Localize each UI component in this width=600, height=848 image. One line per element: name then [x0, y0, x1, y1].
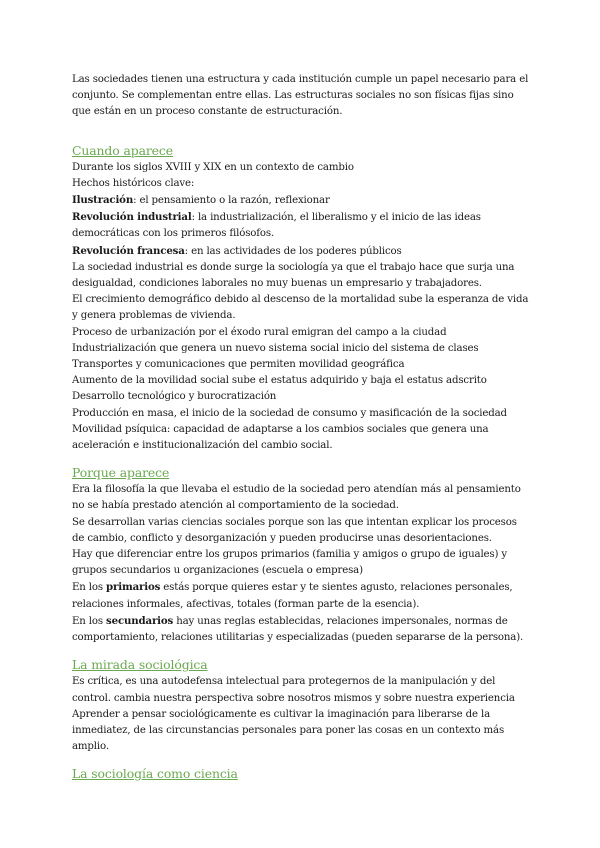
paragraph [72, 422, 532, 454]
section [72, 656, 532, 755]
section-heading: La mirada sociológica [72, 657, 208, 673]
paragraph-lead: En los [72, 615, 107, 627]
paragraph-text: : en las actividades de los poderes públicos [184, 245, 402, 257]
paragraph-text: Movilidad psíquica: capacidad de adaptarse a los cambios sociales que genera una aceleración e institucionalización del cambio social. [72, 423, 489, 452]
paragraph [72, 515, 532, 547]
paragraph [72, 482, 532, 514]
section-heading: La sociología como ciencia [72, 766, 238, 782]
paragraph-text: Durante los siglos XVIII y XIX en un contexto de cambio [72, 161, 354, 173]
paragraph [72, 192, 532, 209]
paragraph-text: La sociedad industrial es donde surge la sociología ya que el trabajo hace que surja una desigualdad, condiciones laborales no muy buenas un empresario y trabajadores. [72, 261, 515, 290]
bold-term: Ilustración [72, 194, 134, 207]
paragraph-text: : el pensamiento o la razón, reflexionar [133, 195, 330, 207]
paragraph [72, 674, 532, 706]
paragraph-text: : la industrialización, el liberalismo y el inicio de las ideas democráticas con los primeros filósofos. [72, 212, 481, 240]
paragraph-text: El crecimiento demográfico debido al descenso de la mortalidad sube la esperanza de vida y genera problemas de vivienda. [72, 294, 529, 322]
paragraph [72, 613, 532, 646]
paragraph-text: Desarrollo tecnológico y burocratización [72, 391, 277, 403]
paragraph-text: Hay que diferenciar entre los grupos primarios (familia y amigos o grupo de iguales) y grupos secundarios u organizaciones (escuela o empresa) [72, 549, 508, 577]
paragraph [72, 341, 532, 357]
bold-term: secundarios [106, 614, 174, 627]
paragraph-text: Industrialización que genera un nuevo sistema social inicio del sistema de clases [72, 342, 479, 354]
paragraph-text: Es crítica, es una autodefensa intelectual para protegernos de la manipulación y del control. cambia nuestra perspectiva sobre nosotros mismos y sobre nuestra experiencia [72, 676, 515, 704]
paragraph [72, 176, 532, 192]
bold-term: Revolución francesa [72, 244, 185, 257]
bold-term: Revolución industrial [72, 211, 192, 224]
paragraph [72, 209, 532, 242]
paragraph [72, 406, 532, 422]
paragraph-text: hay unas reglas establecidas, relaciones impersonales, normas de comportamiento, relaciones utilitarias y especializadas (pueden separarse de la persona). [72, 615, 524, 644]
intro-paragraph: Las sociedades tienen una estructura y cada institución cumple un papel necesario para el conjunto. Se complementan entre ellas. Las estructuras sociales no son físicas fijas sino que están en un proceso constante de estructuración. [72, 74, 529, 118]
paragraph [72, 373, 532, 389]
paragraph-text: estás porque quieres estar y te sientes agusto, relaciones personales, relaciones informales, afectivas, totales (forman parte de la esencia). [72, 582, 513, 610]
paragraph-text: Transportes y comunicaciones que permiten movilidad geográfica [72, 359, 405, 371]
section-heading: Porque aparece [72, 465, 170, 481]
paragraph-text: Se desarrollan varias ciencias sociales porque son las que intentan explicar los procesos de cambio, conflicto y desorganización y pueden producirse unas desorientaciones. [72, 516, 517, 544]
paragraph [72, 160, 532, 176]
section [72, 765, 532, 783]
bold-term: primarios [106, 581, 161, 594]
section [72, 464, 532, 646]
paragraph [72, 357, 532, 373]
paragraph [72, 579, 532, 612]
paragraph-text: Hechos históricos clave: [72, 177, 195, 189]
paragraph-text: Era la filosofía la que llevaba el estudio de la sociedad pero atendían más al pensamiento no se había prestado atención al comportamiento de la sociedad. [72, 484, 521, 512]
paragraph-lead: En los [72, 582, 107, 594]
paragraph-text: Aprender a pensar sociológicamente es cultivar la imaginación para liberarse de la inmediatez, de las circunstancias personales para poner las cosas en un contexto más amplio. [72, 708, 505, 753]
paragraph [72, 325, 532, 341]
paragraph [72, 260, 532, 292]
paragraph [72, 547, 532, 579]
paragraph [72, 707, 532, 756]
paragraph-text: Aumento de la movilidad social sube el estatus adquirido y baja el estatus adscrito [72, 375, 487, 387]
paragraph [72, 243, 532, 260]
sections-container [72, 142, 532, 784]
paragraph [72, 389, 532, 405]
paragraph-text: Producción en masa, el inicio de la sociedad de consumo y masificación de la sociedad [72, 407, 507, 419]
section [72, 142, 532, 455]
paragraph [72, 292, 532, 324]
section-heading: Cuando aparece [72, 142, 173, 158]
paragraph-text: Proceso de urbanización por el éxodo rural emigran del campo a la ciudad [72, 326, 447, 338]
